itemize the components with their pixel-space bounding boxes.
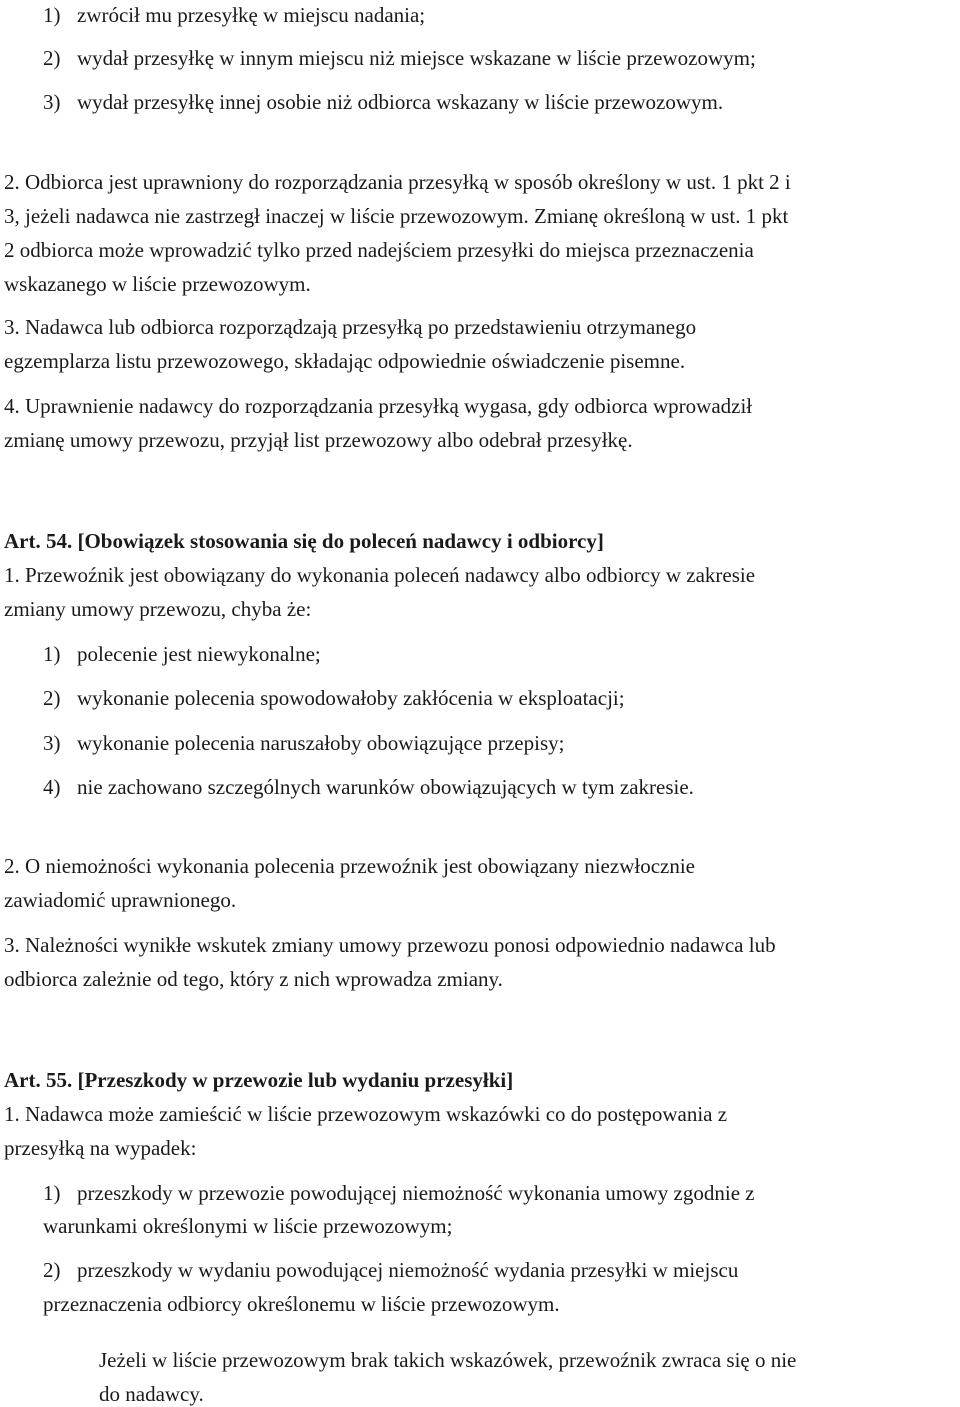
list-item — [43, 89, 723, 115]
list-item-number: 3) — [43, 731, 61, 755]
list-item-continuation: przeznaczenia odbiorcy określonemu w liście przewozowym. — [43, 1292, 560, 1316]
article-title: [Obowiązek stosowania się do poleceń nadawcy i odbiorcy] — [77, 529, 604, 553]
list-item — [43, 1257, 738, 1283]
paragraph-line: zmianę umowy przewozu, przyjął list przewozowy albo odebrał przesyłkę. — [4, 428, 633, 452]
paragraph-line: przesyłką na wypadek: — [4, 1136, 197, 1160]
paragraph-line: 3, jeżeli nadawca nie zastrzegł inaczej w liście przewozowym. Zmianę określoną w ust. 1 pkt — [4, 204, 789, 228]
list-item-number: 4) — [43, 775, 61, 799]
list-item-text: wykonanie polecenia naruszałoby obowiązujące przepisy; — [77, 731, 565, 755]
list-item-continuation: warunkami określonymi w liście przewozowym; — [43, 1214, 453, 1238]
paragraph-line: zawiadomić uprawnionego. — [4, 888, 237, 912]
paragraph-line: zmiany umowy przewozu, chyba że: — [4, 597, 312, 621]
paragraph-line: 2. Odbiorca jest uprawniony do rozporządzania przesyłką w sposób określony w ust. 1 pkt 2 i — [4, 170, 791, 194]
paragraph-line: 2. O niemożności wykonania polecenia przewoźnik jest obowiązany niezwłocznie — [4, 854, 696, 878]
list-item-text: polecenie jest niewykonalne; — [77, 642, 321, 666]
list-item — [43, 774, 694, 800]
list-item-number: 1) — [43, 3, 61, 27]
list-item-text: nie zachowano szczególnych warunków obowiązujących w tym zakresie. — [77, 775, 694, 799]
article-heading — [4, 528, 604, 554]
list-item-text: wykonanie polecenia spowodowałoby zakłócenia w eksploatacji; — [77, 686, 625, 710]
list-item — [43, 641, 321, 667]
list-item — [43, 2, 425, 28]
list-item-number: 3) — [43, 90, 61, 114]
article-title: [Przeszkody w przewozie lub wydaniu przesyłki] — [77, 1068, 514, 1092]
list-item-number: 2) — [43, 686, 61, 710]
paragraph-line: wskazanego w liście przewozowym. — [4, 272, 311, 296]
list-item-text: zwrócił mu przesyłkę w miejscu nadania; — [77, 3, 426, 27]
list-item-text: przeszkody w wydaniu powodującej niemożność wydania przesyłki w miejscu — [77, 1258, 739, 1282]
paragraph-line: 3. Należności wynikłe wskutek zmiany umowy przewozu ponosi odpowiednio nadawca lub — [4, 933, 776, 957]
article-heading — [4, 1067, 513, 1093]
paragraph-line: 3. Nadawca lub odbiorca rozporządzają przesyłką po przedstawieniu otrzymanego — [4, 315, 697, 339]
article-number: Art. 55. — [4, 1068, 73, 1092]
paragraph-line: egzemplarza listu przewozowego, składając odpowiednie oświadczenie pisemne. — [4, 349, 686, 373]
list-item-number: 1) — [43, 642, 61, 666]
list-item-text: przeszkody w przewozie powodującej niemożność wykonania umowy zgodnie z — [77, 1181, 755, 1205]
list-item — [43, 685, 625, 711]
list-item-text: wydał przesyłkę w innym miejscu niż miejsce wskazane w liście przewozowym; — [77, 46, 756, 70]
paragraph-line: Jeżeli w liście przewozowym brak takich wskazówek, przewoźnik zwraca się o nie — [99, 1348, 797, 1372]
paragraph-line: do nadawcy. — [99, 1382, 204, 1406]
list-item — [43, 45, 756, 71]
article-number: Art. 54. — [4, 529, 73, 553]
list-item — [43, 730, 564, 756]
list-item-text: wydał przesyłkę innej osobie niż odbiorca wskazany w liście przewozowym. — [77, 90, 724, 114]
paragraph-line: 1. Nadawca może zamieścić w liście przewozowym wskazówki co do postępowania z — [4, 1102, 728, 1126]
paragraph-line: 2 odbiorca może wprowadzić tylko przed nadejściem przesyłki do miejsca przeznaczenia — [4, 238, 754, 262]
list-item-number: 1) — [43, 1181, 61, 1205]
paragraph-line: odbiorca zależnie od tego, który z nich wprowadza zmiany. — [4, 967, 503, 991]
paragraph-line: 4. Uprawnienie nadawcy do rozporządzania przesyłką wygasa, gdy odbiorca wprowadził — [4, 394, 753, 418]
list-item-number: 2) — [43, 1258, 61, 1282]
list-item — [43, 1180, 755, 1206]
list-item-number: 2) — [43, 46, 61, 70]
paragraph-line: 1. Przewoźnik jest obowiązany do wykonania poleceń nadawcy albo odbiorcy w zakresie — [4, 563, 756, 587]
